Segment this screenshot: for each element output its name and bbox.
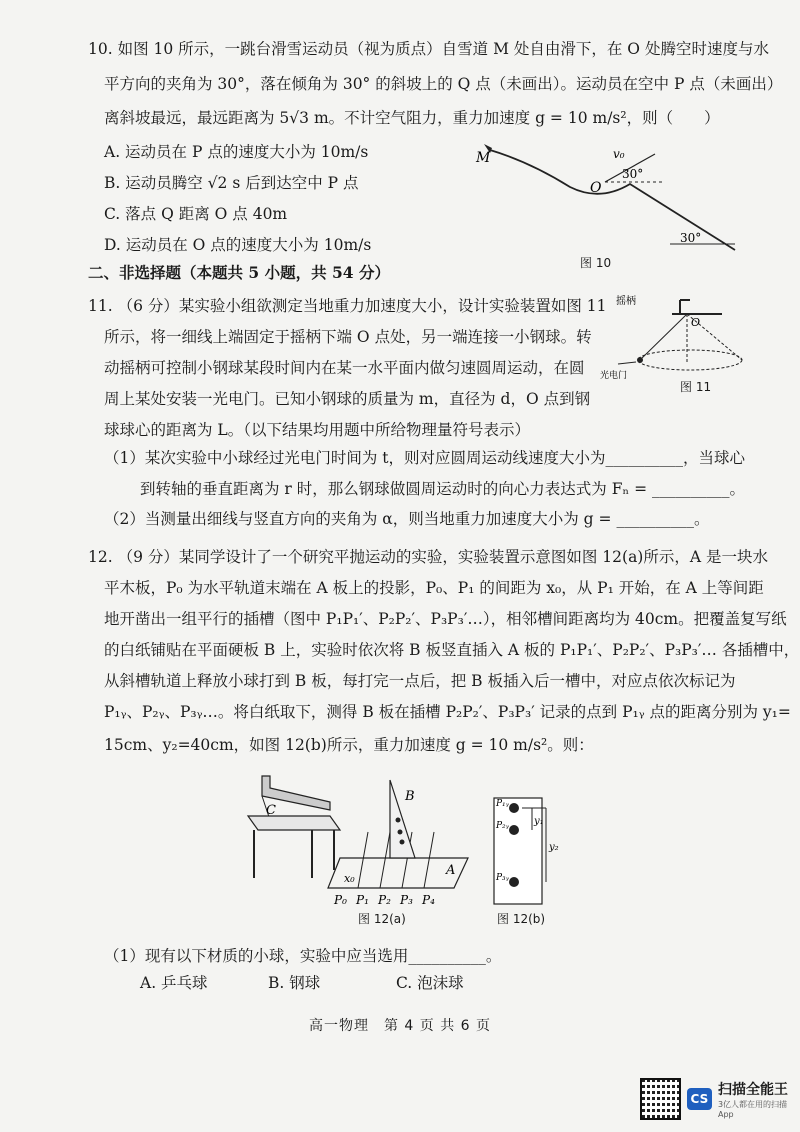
figure-12b-caption: 图 12(b) <box>497 912 546 926</box>
fig11-label-o: O <box>691 316 701 329</box>
q12-line2: 平木板，P₀ 为水平轨道末端在 A 板上的投影，P₀、P₁ 的间距为 x₀，从 P₁ 开始，在 A 上等间距 <box>104 579 764 597</box>
scanner-watermark <box>640 1078 800 1120</box>
q12-sub1: （1）现有以下材质的小球，实验中应当选用__________。 <box>104 947 502 965</box>
fig12b-label-p2y: P₂ᵧ <box>496 821 510 831</box>
figure-11 <box>600 292 762 382</box>
q11-sub1-line1: （1）某次实验中小球经过光电门时间为 t，则对应圆周运动线速度大小为__________，当球心 <box>104 449 746 467</box>
q11-line4: 周上某处安装一光电门。已知小钢球的质量为 m，直径为 d，O 点到钢 <box>104 390 591 408</box>
q10-line3: 离斜坡最远，最远距离为 5√3 m。不计空气阻力，重力加速度 g = 10 m/s²，则（ ） <box>104 109 720 127</box>
q11-sub1-line2: 到转轴的垂直距离为 r 时，那么钢球做圆周运动时的向心力表达式为 Fₙ = __________。 <box>140 480 745 498</box>
fig12a-label-x0: x₀ <box>344 872 355 885</box>
q10-option-c: C. 落点 Q 距离 O 点 40m <box>104 205 288 223</box>
camscanner-logo-icon: CS <box>687 1088 712 1110</box>
q11-line1: 11. （6 分）某实验小组欲测定当地重力加速度大小，设计实验装置如图 11 <box>88 297 607 315</box>
fig12b-label-p3y: P₃ᵧ <box>496 873 510 883</box>
q11-line2: 所示，将一细线上端固定于摇柄下端 O 点处，另一端连接一小钢球。转 <box>104 328 592 346</box>
figure-10-caption: 图 10 <box>580 256 612 270</box>
fig12a-label-p2: P₂ <box>378 893 391 907</box>
fig10-label-m: M <box>476 150 491 166</box>
q11-sub2: （2）当测量出细线与竖直方向的夹角为 α，则当地重力加速度大小为 g = __________。 <box>104 510 710 528</box>
figure-12b <box>492 796 572 908</box>
figure-10 <box>470 132 740 257</box>
fig12a-label-p1: P₁ <box>356 893 369 907</box>
figure-12a <box>240 770 480 910</box>
fig11-label-gate: 光电门 <box>600 371 628 381</box>
q12-line7: 15cm、y₂=40cm，如图 12(b)所示，重力加速度 g = 10 m/s²。则： <box>104 736 594 754</box>
q11-line5: 球球心的距离为 L。（以下结果均用题中所给物理量符号表示） <box>104 421 530 439</box>
fig10-angle-top: 30° <box>622 167 644 181</box>
q10-option-a: A. 运动员在 P 点的速度大小为 10m/s <box>104 143 369 161</box>
q10-line1: 10. 如图 10 所示，一跳台滑雪运动员（视为质点）自雪道 M 处自由滑下，在 O 处腾空时速度与水 <box>88 40 769 58</box>
scanner-app-name: 扫描全能王 <box>717 1082 788 1098</box>
fig12a-label-p4: P₄ <box>422 893 435 907</box>
fig11-label-handle: 摇柄 <box>616 296 636 307</box>
q10-line2: 平方向的夹角为 30°，落在倾角为 30° 的斜坡上的 Q 点（未画出）。运动员在空中 P 点（未画出） <box>104 75 783 93</box>
figure-11-caption: 图 11 <box>680 380 712 394</box>
q12-option-b: B. 钢球 <box>268 974 321 992</box>
fig12b-label-y2: y₂ <box>549 842 559 853</box>
fig12a-label-b: B <box>405 789 415 804</box>
q12-line4: 的白纸铺贴在平面硬板 B 上，实验时依次将 B 板竖直插入 A 板的 P₁P₁′、P₂P₂′、P₃P₃′… 各插槽中， <box>104 641 800 659</box>
scanner-app-slogan: 3亿人都在用的扫描App <box>717 1100 788 1119</box>
fig10-label-o: O <box>590 180 602 196</box>
fig10-angle-bottom: 30° <box>680 231 702 245</box>
figure-12a-caption: 图 12(a) <box>358 912 406 926</box>
q10-option-b: B. 运动员腾空 √2 s 后到达空中 P 点 <box>104 174 359 192</box>
section-2-heading: 二、非选择题（本题共 5 小题，共 54 分） <box>88 263 390 282</box>
page-footer: 高一物理 第 4 页 共 6 页 <box>308 1018 492 1034</box>
qr-code-icon <box>640 1078 681 1120</box>
fig12a-label-p0: P₀ <box>334 893 347 907</box>
fig12b-label-y1: y₁ <box>534 816 544 827</box>
q12-line6: P₁ᵧ、P₂ᵧ、P₃ᵧ…。将白纸取下，测得 B 板在插槽 P₂P₂′、P₃P₃′ 记录的点到 P₁ᵧ 点的距离分别为 y₁= <box>104 703 791 721</box>
fig12a-label-p3: P₃ <box>400 893 413 907</box>
q12-option-a: A. 乒乓球 <box>140 974 208 992</box>
fig12a-label-c: C <box>266 803 276 818</box>
q12-option-c: C. 泡沫球 <box>396 974 464 992</box>
fig12a-label-a: A <box>446 863 456 878</box>
q12-line1: 12. （9 分）某同学设计了一个研究平抛运动的实验，实验装置示意图如图 12(a)所示，A 是一块水 <box>88 548 768 566</box>
q10-option-d: D. 运动员在 O 点的速度大小为 10m/s <box>104 236 372 254</box>
fig12b-label-p1y: P₁ᵧ <box>496 799 510 809</box>
q12-line3: 地开凿出一组平行的插槽（图中 P₁P₁′、P₂P₂′、P₃P₃′…），相邻槽间距离均为 40cm。把覆盖复写纸 <box>104 610 787 628</box>
q11-line3: 动摇柄可控制小钢球某段时间内在某一水平面内做匀速圆周运动，在圆 <box>104 359 585 377</box>
q12-line5: 从斜槽轨道上释放小球打到 B 板，每打完一点后，把 B 板插入后一槽中，对应点依次标记为 <box>104 672 736 690</box>
fig10-label-v0: v₀ <box>613 147 625 161</box>
